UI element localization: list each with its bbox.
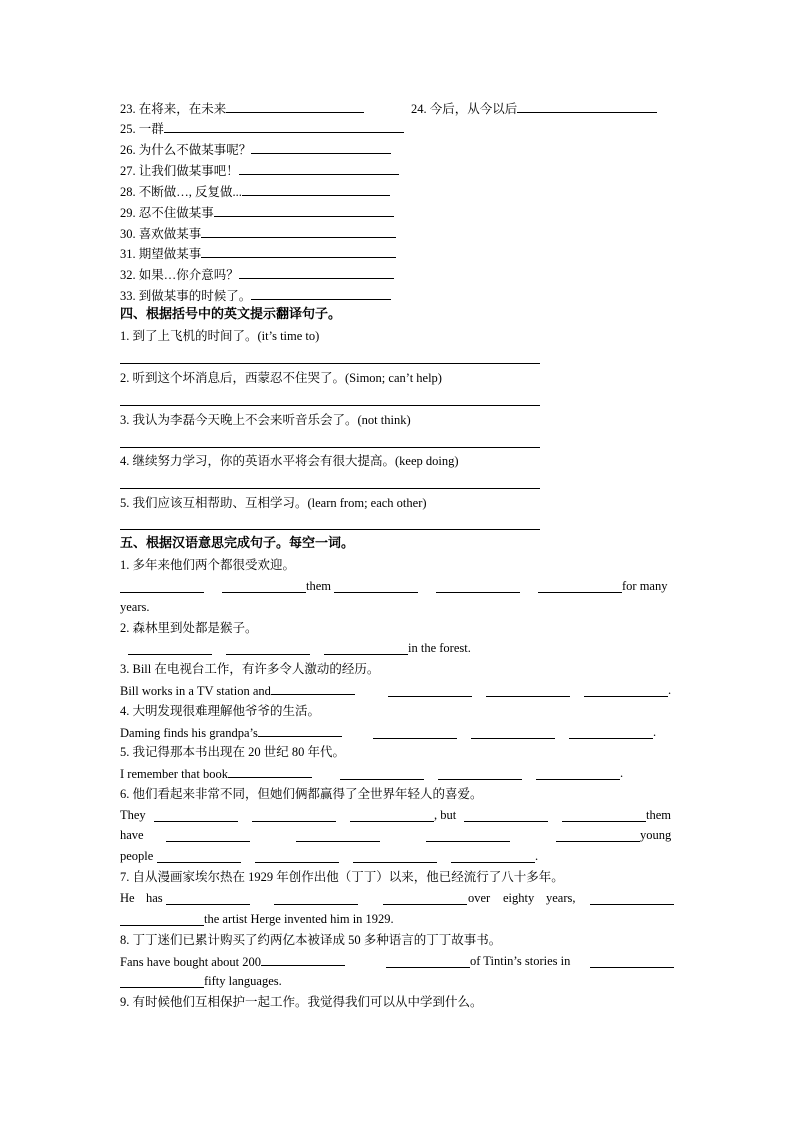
answer-blank[interactable] xyxy=(166,841,250,842)
complete-q8-en1 xyxy=(120,952,345,971)
answer-blank[interactable] xyxy=(296,841,380,842)
phrase-31 xyxy=(120,244,396,263)
answer-blank[interactable] xyxy=(271,681,355,695)
phrase-text: 到做某事的时候了。 xyxy=(138,289,252,303)
phrase-number: 24. xyxy=(411,102,427,116)
phrase-number: 33. xyxy=(120,289,136,303)
answer-line[interactable] xyxy=(120,405,540,406)
answer-line[interactable] xyxy=(120,529,540,530)
answer-blank[interactable] xyxy=(222,592,306,593)
answer-blank[interactable] xyxy=(239,265,394,279)
phrase-in-the-forest: in the forest. xyxy=(408,641,471,655)
word-people: people xyxy=(120,849,154,863)
answer-blank[interactable] xyxy=(426,841,510,842)
complete-q8-cn: 8. 丁丁迷们已累计购买了约两亿本被译成 50 多种语言的丁丁故事书。 xyxy=(120,933,502,947)
answer-blank[interactable] xyxy=(242,182,390,196)
complete-q9-cn: 9. 有时候他们互相保护一起工作。我觉得我们可以从中学到什么。 xyxy=(120,995,483,1009)
answer-blank[interactable] xyxy=(226,99,364,113)
phrase-26 xyxy=(120,140,391,159)
answer-blank[interactable] xyxy=(201,224,396,238)
sentence-start: Bill works in a TV station and xyxy=(120,684,271,698)
section-4-title: 四、根据括号中的英文提示翻译句子。 xyxy=(120,307,342,322)
complete-q3-cn: 3. Bill 在电视台工作，有许多令人激动的经历。 xyxy=(120,662,380,676)
answer-blank[interactable] xyxy=(157,862,241,863)
phrase-text: 忍不住做某事 xyxy=(138,206,214,220)
answer-blank[interactable] xyxy=(228,764,312,778)
phrase-30 xyxy=(120,224,396,243)
answer-blank[interactable] xyxy=(569,738,653,739)
phrase-number: 25. xyxy=(120,122,136,136)
answer-blank[interactable] xyxy=(154,821,238,822)
phrase-27 xyxy=(120,161,399,180)
answer-blank[interactable] xyxy=(324,654,408,655)
phrase-number: 30. xyxy=(120,227,136,241)
translate-q5: 5. 我们应该互相帮助、互相学习。(learn from; each other) xyxy=(120,496,427,510)
complete-q3-en xyxy=(120,681,355,700)
complete-q6-cn: 6. 他们看起来非常不同，但她们俩都赢得了全世界年轻人的喜爱。 xyxy=(120,787,483,801)
sentence-start: Fans have bought about 200 xyxy=(120,955,261,969)
answer-blank[interactable] xyxy=(451,862,535,863)
answer-blank[interactable] xyxy=(373,738,457,739)
word-but: , but xyxy=(434,808,457,822)
word-them: them xyxy=(306,579,331,593)
answer-line[interactable] xyxy=(120,447,540,448)
word-he: He xyxy=(120,891,135,905)
answer-blank[interactable] xyxy=(486,696,570,697)
answer-blank[interactable] xyxy=(255,862,339,863)
answer-blank[interactable] xyxy=(120,592,204,593)
phrase-number: 23. xyxy=(120,102,136,116)
answer-blank[interactable] xyxy=(258,723,342,737)
answer-blank[interactable] xyxy=(536,779,620,780)
phrase-text: 喜欢做某事 xyxy=(138,227,202,241)
answer-blank[interactable] xyxy=(252,821,336,822)
answer-blank[interactable] xyxy=(340,779,424,780)
answer-blank[interactable] xyxy=(438,779,522,780)
answer-blank[interactable] xyxy=(353,862,437,863)
answer-blank[interactable] xyxy=(201,244,396,258)
phrase-text: 不断做…, 反复做... xyxy=(138,185,242,199)
complete-q8-en2: fifty languages. xyxy=(204,974,282,988)
word-over: over xyxy=(468,891,491,905)
answer-blank[interactable] xyxy=(164,119,404,133)
period: . xyxy=(535,849,539,863)
answer-blank[interactable] xyxy=(350,821,434,822)
phrase-of-tintins-stories: of Tintin’s stories in xyxy=(470,954,571,968)
phrase-32 xyxy=(120,265,394,284)
answer-blank[interactable] xyxy=(274,904,358,905)
phrase-28 xyxy=(120,182,390,201)
phrase-text: 今后，从今以后 xyxy=(429,102,518,116)
phrase-24 xyxy=(411,99,657,118)
phrase-number: 27. xyxy=(120,164,136,178)
word-has: has xyxy=(146,891,163,905)
period: . xyxy=(668,683,672,697)
answer-blank[interactable] xyxy=(251,286,391,300)
answer-blank[interactable] xyxy=(239,161,399,175)
complete-q2-cn: 2. 森林里到处都是猴子。 xyxy=(120,621,258,635)
answer-blank[interactable] xyxy=(517,99,657,113)
complete-q5-en xyxy=(120,764,312,783)
phrase-number: 32. xyxy=(120,268,136,282)
phrase-text: 如果…你介意吗？ xyxy=(138,268,239,282)
phrase-number: 26. xyxy=(120,143,136,157)
answer-blank[interactable] xyxy=(562,821,646,822)
complete-q5-cn: 5. 我记得那本书出现在 20 世纪 80 年代。 xyxy=(120,745,346,759)
answer-blank[interactable] xyxy=(128,654,212,655)
word-them: them xyxy=(646,808,671,822)
word-for-many: for many xyxy=(622,579,668,593)
answer-blank[interactable] xyxy=(214,203,394,217)
phrase-number: 29. xyxy=(120,206,136,220)
word-years: years, xyxy=(546,891,576,905)
word-years: years. xyxy=(120,600,150,614)
answer-blank[interactable] xyxy=(226,654,310,655)
translate-q2: 2. 听到这个坏消息后，西蒙忍不住哭了。(Simon; can’t help) xyxy=(120,371,442,385)
answer-blank[interactable] xyxy=(556,841,640,842)
answer-blank[interactable] xyxy=(386,967,470,968)
answer-blank[interactable] xyxy=(436,592,520,593)
phrase-text: 在将来，在未来 xyxy=(138,102,227,116)
answer-blank[interactable] xyxy=(590,904,674,905)
phrase-29 xyxy=(120,203,394,222)
phrase-text: 让我们做某事吧！ xyxy=(138,164,239,178)
phrase-25 xyxy=(120,119,404,138)
answer-line[interactable] xyxy=(120,363,540,364)
answer-blank[interactable] xyxy=(464,821,548,822)
answer-blank[interactable] xyxy=(120,987,204,988)
complete-q4-cn: 4. 大明发现很难理解他爷爷的生活。 xyxy=(120,704,321,718)
answer-blank[interactable] xyxy=(383,904,467,905)
word-eighty: eighty xyxy=(503,891,535,905)
complete-q1-cn: 1. 多年来他们两个都很受欢迎。 xyxy=(120,558,296,572)
complete-q7-cn: 7. 自从漫画家埃尔热在 1929 年创作出他（丁丁）以来，他已经流行了八十多年。 xyxy=(120,870,564,884)
phrase-33 xyxy=(120,286,391,305)
word-young: young xyxy=(640,828,672,842)
answer-blank[interactable] xyxy=(120,925,204,926)
phrase-number: 31. xyxy=(120,247,136,261)
translate-q1: 1. 到了上飞机的时间了。(it’s time to) xyxy=(120,329,320,343)
answer-line[interactable] xyxy=(120,488,540,489)
answer-blank[interactable] xyxy=(584,696,668,697)
complete-q4-en xyxy=(120,723,342,742)
answer-blank[interactable] xyxy=(251,140,391,154)
answer-blank[interactable] xyxy=(590,967,674,968)
answer-blank[interactable] xyxy=(388,696,472,697)
translate-q4: 4. 继续努力学习，你的英语水平将会有很大提高。(keep doing) xyxy=(120,454,459,468)
phrase-text: 一群 xyxy=(138,122,164,136)
complete-q7-en2: the artist Herge invented him in 1929. xyxy=(204,912,394,926)
word-have: have xyxy=(120,828,144,842)
phrase-text: 期望做某事 xyxy=(138,247,202,261)
sentence-start: I remember that book xyxy=(120,767,228,781)
period: . xyxy=(653,725,657,739)
section-5-title: 五、根据汉语意思完成句子。每空一词。 xyxy=(120,536,355,551)
answer-blank[interactable] xyxy=(166,904,250,905)
phrase-number: 28. xyxy=(120,185,136,199)
phrase-23 xyxy=(120,99,364,118)
sentence-start: Daming finds his grandpa’s xyxy=(120,726,258,740)
answer-blank[interactable] xyxy=(261,952,345,966)
phrase-text: 为什么不做某事呢？ xyxy=(138,143,252,157)
period: . xyxy=(620,766,624,780)
answer-blank[interactable] xyxy=(334,592,418,593)
answer-blank[interactable] xyxy=(471,738,555,739)
word-they: They xyxy=(120,808,146,822)
translate-q3: 3. 我认为李磊今天晚上不会来听音乐会了。(not think) xyxy=(120,413,411,427)
answer-blank[interactable] xyxy=(538,592,622,593)
